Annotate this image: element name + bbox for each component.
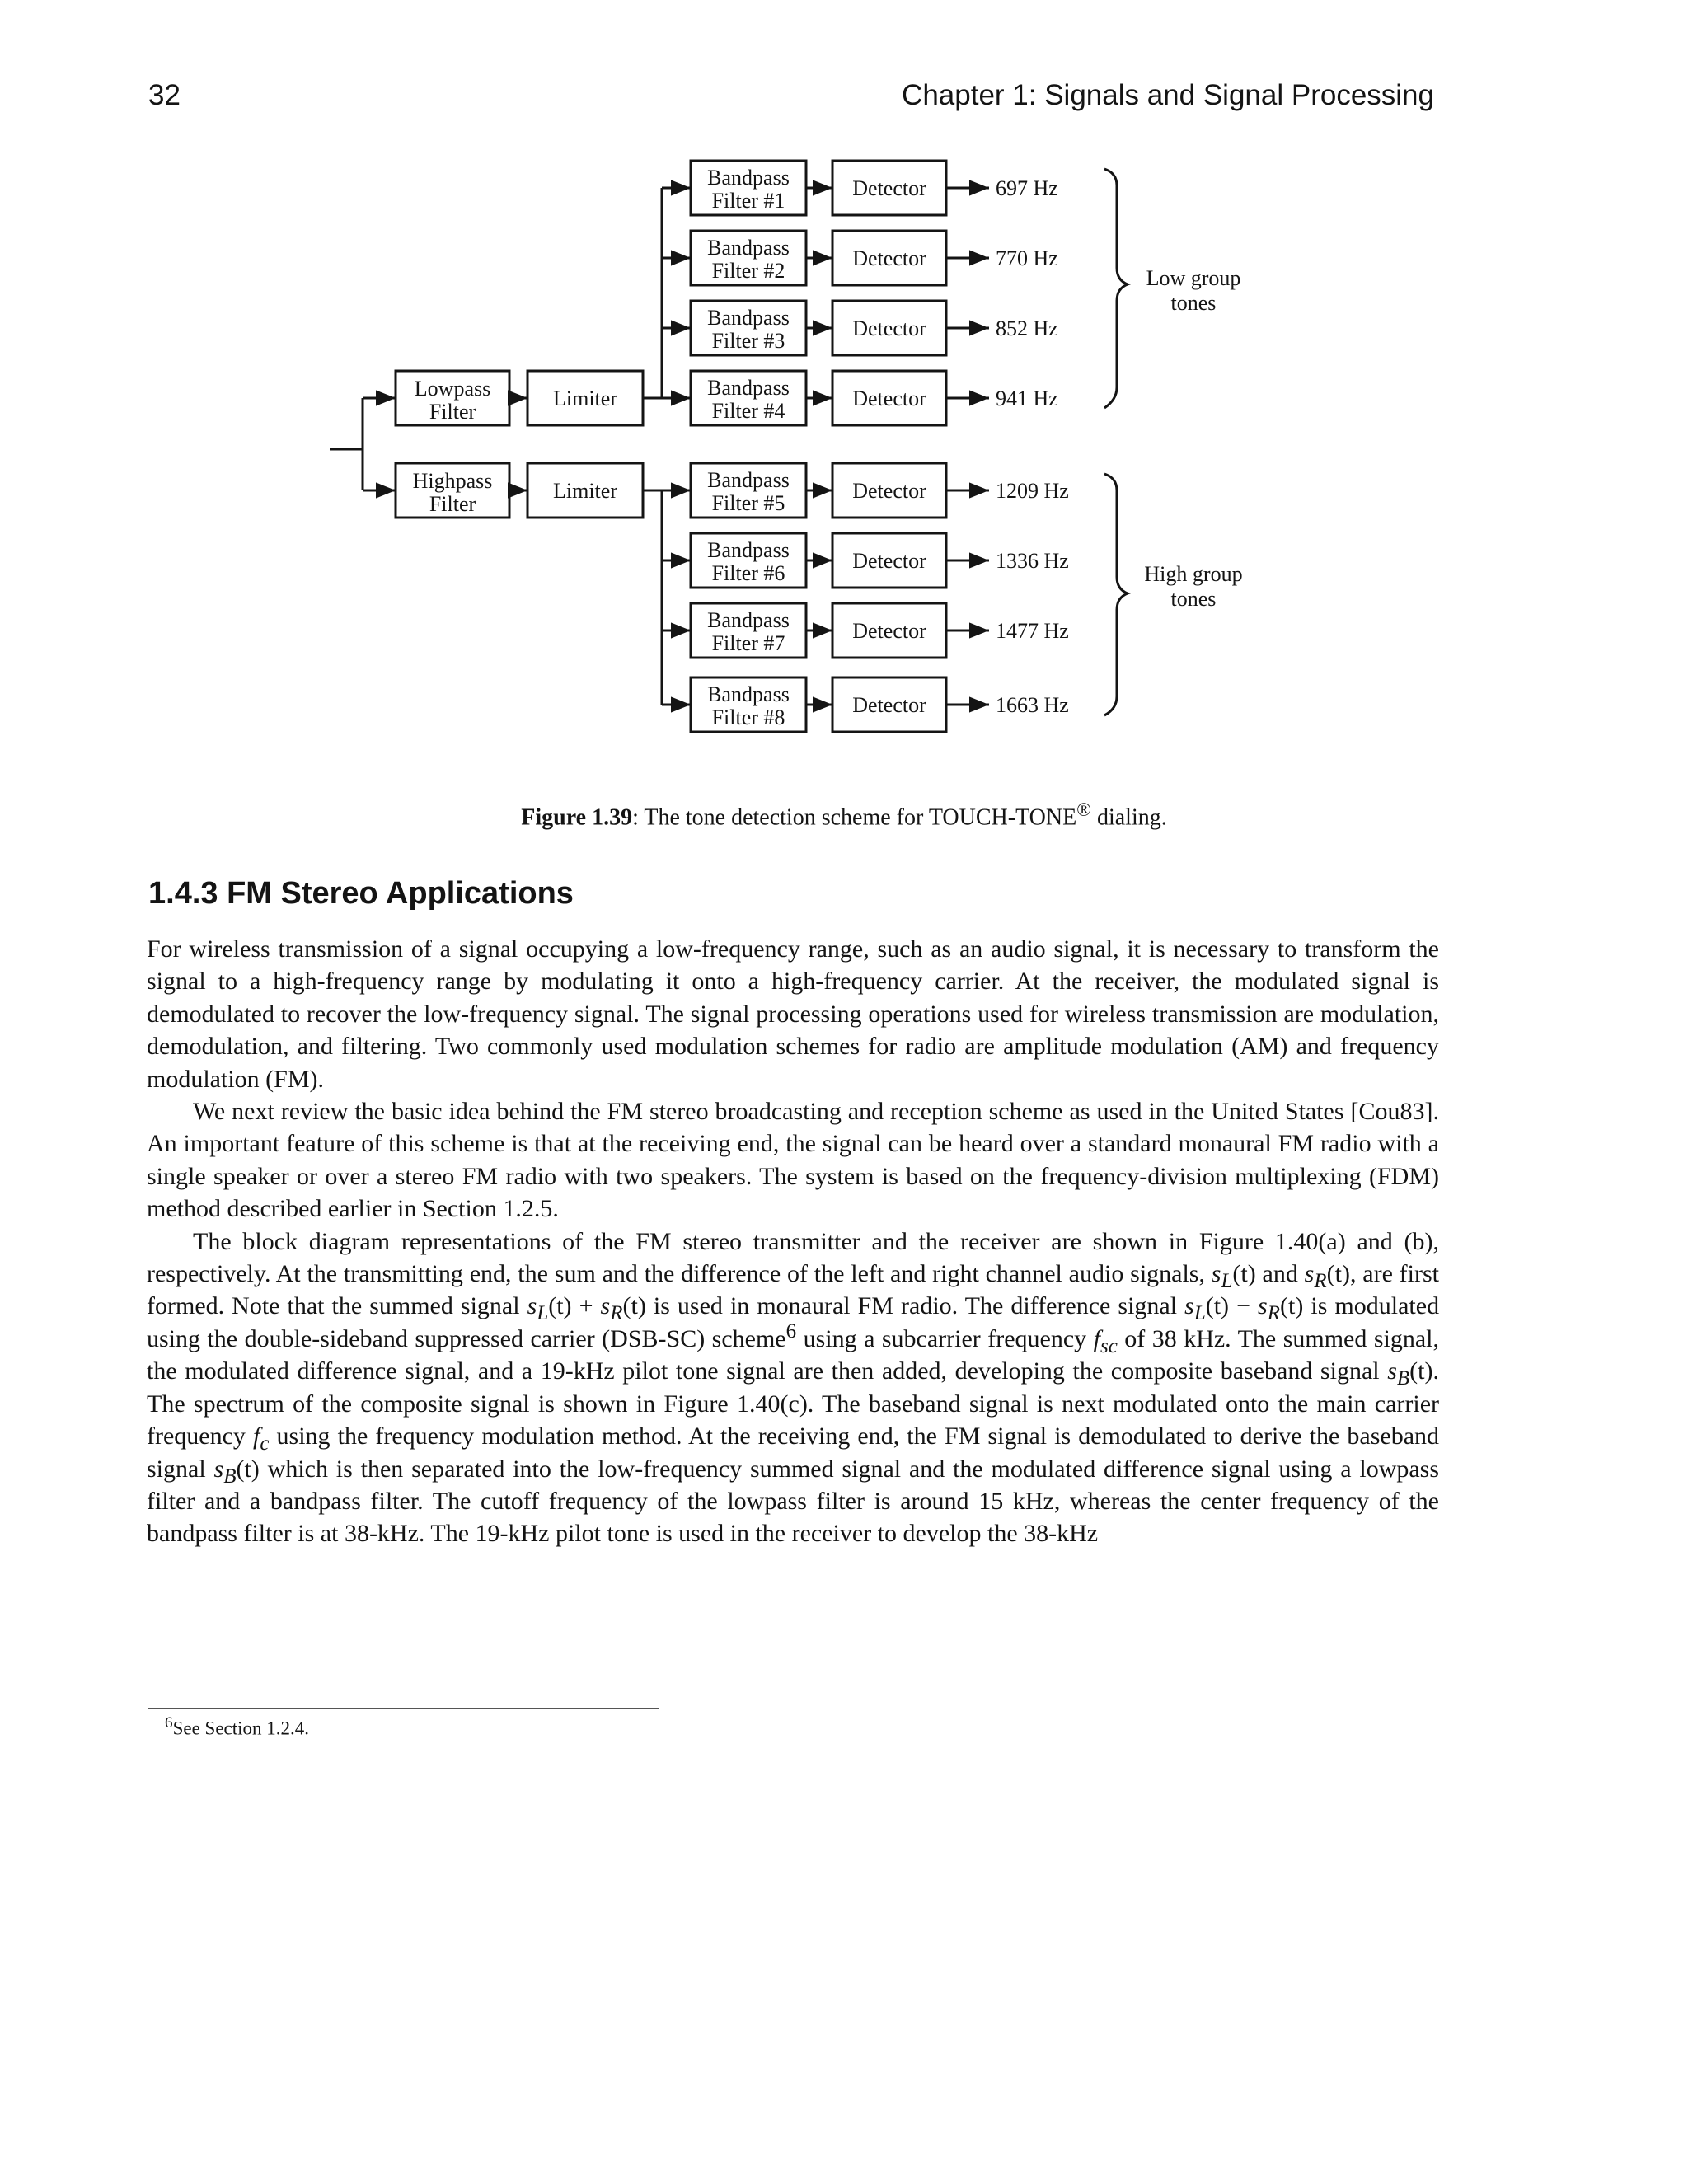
bandpass-label: Filter #7 (711, 631, 785, 655)
bandpass-label: Bandpass (707, 682, 790, 706)
paragraph-1: For wireless transmission of a signal occupying a low-frequency range, such as an audio signal, it is necessary to transform the signal to a high-frequency range by modulating it onto a high-frequency carrier. At the receiver, the modulated signal is demodulated to recover the low-frequency signal. The signal processing operations used for wireless transmission are modulation, demodulation, and filtering. Two commonly used modulation schemes for radio are amplitude modulation (AM) and frequency modulation (FM). (147, 935, 1439, 1093)
bandpass-label: Bandpass (707, 376, 790, 400)
detector-8 (832, 677, 946, 732)
bandpass-filter-4 (691, 371, 806, 425)
frequency-label: 770 Hz (996, 246, 1058, 270)
bandpass-label: Bandpass (707, 468, 790, 492)
detector-label: Detector (852, 387, 926, 410)
filter-label: Filter (429, 492, 476, 516)
bandpass-filter-7 (691, 603, 806, 658)
lowpass-filter-block (396, 371, 509, 425)
filter-label: Lowpass (414, 377, 491, 401)
detector-label: Detector (852, 316, 926, 340)
low-group-label: Low group (1146, 266, 1241, 290)
limiter-block (528, 371, 643, 425)
detector-1 (832, 161, 946, 215)
bandpass-label: Bandpass (707, 166, 790, 190)
detector-6 (832, 533, 946, 588)
footnote (165, 1714, 309, 1740)
high-group-label: tones (1170, 587, 1217, 611)
detector-label: Detector (852, 246, 926, 270)
bandpass-label: Bandpass (707, 306, 790, 330)
bandpass-filter-5 (691, 463, 806, 518)
footnote-rule (148, 1708, 659, 1709)
filter-label: Filter (429, 400, 476, 424)
section-heading: 1.4.3 FM Stereo Applications (148, 876, 574, 911)
detector-label: Detector (852, 176, 926, 200)
limiter-block (528, 463, 643, 518)
footnote-text: See Section 1.2.4. (172, 1718, 310, 1739)
detector-5 (832, 463, 946, 518)
footnote-ref: 6 (785, 1319, 797, 1343)
frequency-label: 697 Hz (996, 176, 1058, 200)
low-group-label: tones (1170, 291, 1217, 315)
low-group-brace (1104, 169, 1128, 408)
touch-tone-block-diagram (0, 0, 1688, 783)
paragraph-2: We next review the basic idea behind the FM stereo broadcasting and reception scheme as used in the United States [Cou83]. An important feature of this scheme is that at the receiving end, the signal can be heard over a standard monaural FM radio with a single speaker or over a stereo FM radio with two speakers. The system is based on the frequency-division multiplexing (FDM) method described earlier in Section 1.2.5. (147, 1098, 1439, 1223)
highpass-filter-block (396, 463, 509, 518)
bandpass-filter-3 (691, 301, 806, 355)
bandpass-label: Filter #6 (711, 561, 785, 585)
bandpass-label: Bandpass (707, 538, 790, 562)
detector-7 (832, 603, 946, 658)
registered-mark: ® (1076, 799, 1091, 821)
high-group-label: High group (1144, 562, 1243, 586)
caption-end: dialing. (1090, 804, 1167, 831)
bandpass-label: Filter #4 (711, 399, 785, 423)
limiter-label: Limiter (553, 387, 617, 410)
limiter-label: Limiter (553, 479, 617, 503)
paragraph-3: The block diagram representations of the FM stereo transmitter and the receiver are shown in Figure 1.40(a) and (b), respectively. At the transmitting end, the sum and the difference of the left and right channel audio signals, $s_L(t)$ and $s_R(t)$, are first formed. Note that the summed signal $s_L(t) + s_R(t)$ is used in monaural FM radio. The difference signal $s_L(t) - s_R(t)$ is modulated using the double-sideband suppressed carrier (DSB-SC) scheme$^6$ using a subcarrier frequency $f_{sc}$ of 38 kHz. The summed signal, the modulated difference signal, and a 19-kHz pilot tone signal are then added, developing the composite baseband signal $s_B(t)$. The spectrum of the composite signal is shown in Figure 1.40(c). The baseband signal is next modulated onto the main carrier frequency $f_c$ using the frequency modulation method. At the receiving end, the FM signal is demodulated to derive the baseband signal $s_B(t)$ which is then separated into the low-frequency summed signal and the modulated difference signal using a lowpass filter and a bandpass filter. The cutoff frequency of the lowpass filter is around 15 kHz, whereas the center frequency of the bandpass filter is at 38-kHz. The 19-kHz pilot tone is used in the receiver to develop the 38-kHz (147, 1227, 1440, 1548)
bandpass-label: Filter #2 (711, 259, 785, 283)
bandpass-label: Filter #5 (711, 491, 785, 515)
caption-text: : The tone detection scheme for TOUCH-TONE (632, 804, 1077, 831)
frequency-label: 852 Hz (996, 316, 1058, 340)
body-text (147, 933, 1439, 1550)
bandpass-filter-2 (691, 231, 806, 285)
bandpass-label: Filter #1 (711, 189, 785, 213)
detector-4 (832, 371, 946, 425)
chapter-title: Chapter 1: Signals and Signal Processing (902, 79, 1434, 111)
detector-label: Detector (852, 549, 926, 573)
bandpass-filter-8 (691, 677, 806, 732)
bandpass-label: Filter #3 (711, 329, 785, 353)
caption-label: Figure 1.39 (521, 804, 633, 831)
figure-caption (0, 799, 1688, 831)
bandpass-label: Bandpass (707, 608, 790, 632)
page-number: 32 (148, 79, 181, 111)
detector-label: Detector (852, 619, 926, 643)
frequency-label: 1663 Hz (996, 693, 1069, 717)
detector-label: Detector (852, 479, 926, 503)
footnote-mark: 6 (165, 1714, 173, 1732)
bandpass-filter-6 (691, 533, 806, 588)
detector-label: Detector (852, 693, 926, 717)
detector-2 (832, 231, 946, 285)
frequency-label: 1336 Hz (996, 549, 1069, 573)
frequency-label: 1209 Hz (996, 479, 1069, 503)
filter-label: Highpass (412, 469, 493, 493)
high-group-brace (1104, 474, 1128, 715)
detector-3 (832, 301, 946, 355)
bandpass-filter-1 (691, 161, 806, 215)
bandpass-label: Bandpass (707, 236, 790, 260)
frequency-label: 1477 Hz (996, 619, 1069, 643)
bandpass-label: Filter #8 (711, 705, 785, 729)
frequency-label: 941 Hz (996, 387, 1058, 410)
